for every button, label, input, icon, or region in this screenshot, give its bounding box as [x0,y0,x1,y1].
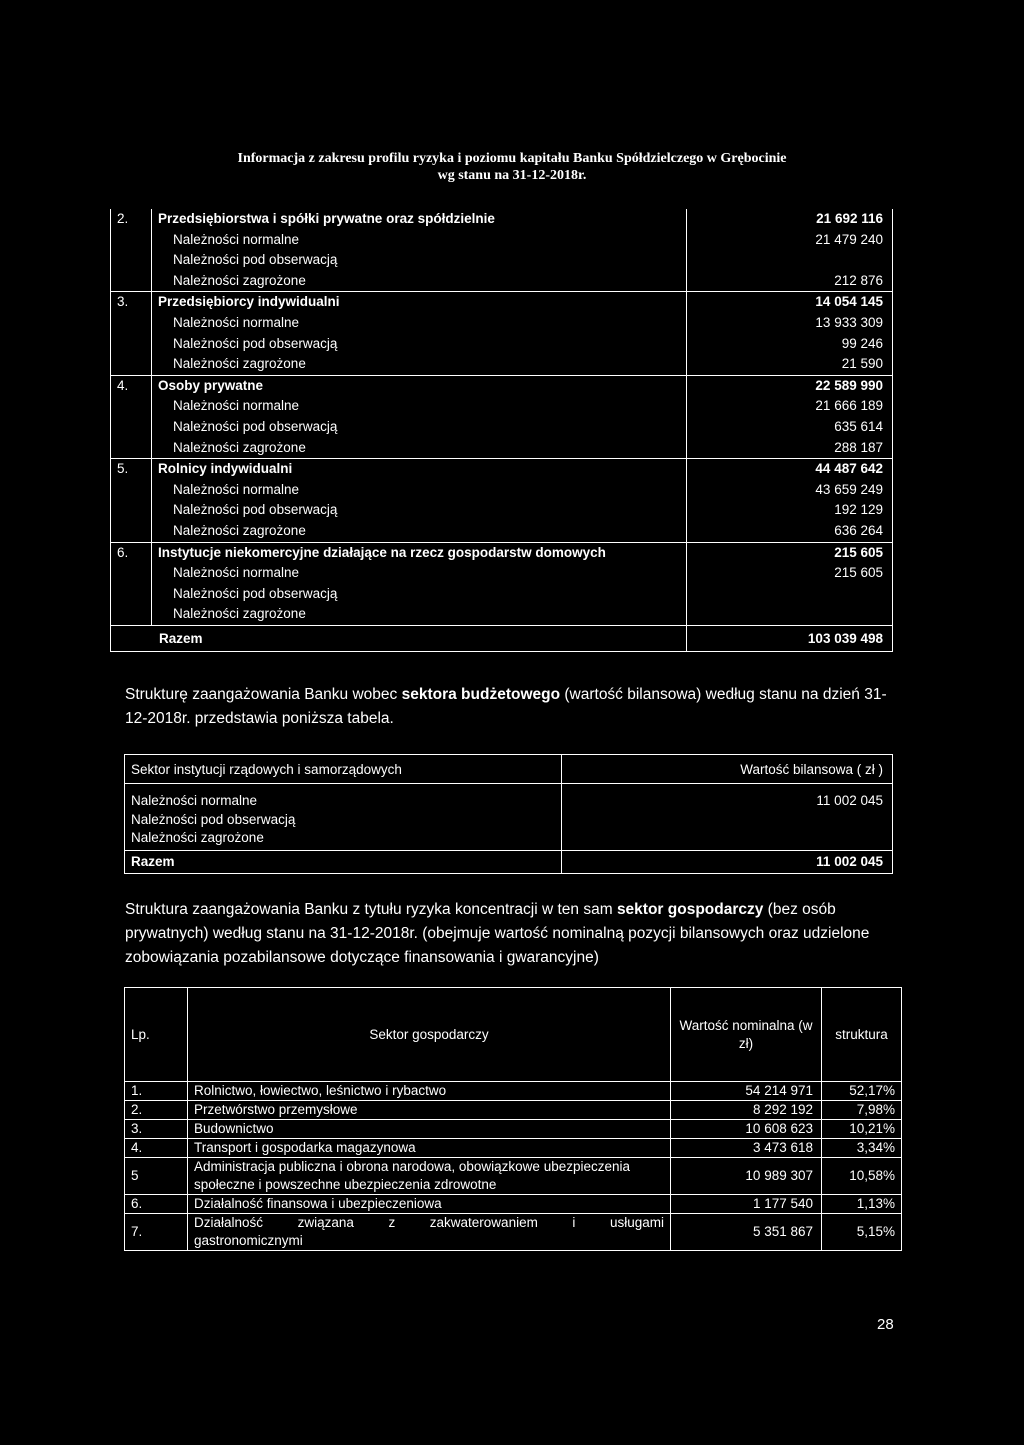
watch-label: Należności pod obserwacją [173,585,338,601]
watch-label: Należności pod obserwacją [173,252,338,268]
group-name: Przedsiębiorcy indywidualni [158,294,340,310]
row-share: 52,17% [822,1082,902,1101]
row-lp: 3. [125,1120,188,1139]
header-value: Wartość nominalna (w zł) [671,988,822,1082]
row-normal-value: 11 002 045 [816,793,883,808]
watch-label: Należności pod obserwacją [173,502,338,518]
table-row [125,1082,902,1101]
row-sector: Przetwórstwo przemysłowe [188,1101,671,1120]
row-value: 10 989 307 [671,1158,822,1195]
group-number: 3. [117,294,129,310]
group-total: 22 589 990 [815,377,883,393]
table-group [111,459,893,542]
row-sector: Rolnictwo, łowiectwo, leśnictwo i rybactwo [188,1082,671,1101]
razem-value: 11 002 045 [562,850,893,873]
header-sector: Sektor gospodarczy [188,988,671,1082]
threat-label: Należności zagrożone [173,356,306,372]
document-header [0,150,1024,184]
watch-value [693,584,883,605]
group-number: 4. [117,377,129,393]
table-row [125,1214,902,1251]
threat-value: 288 187 [834,439,883,455]
threat-value: 212 876 [834,272,883,288]
normal-value: 21 479 240 [815,231,883,247]
table-group [111,209,893,292]
threat-value: 636 264 [834,522,883,538]
receivables-table [110,209,893,652]
razem-label: Razem [125,850,562,873]
razem-row [125,850,893,873]
economic-sector-table [124,987,902,1251]
table-header-row [125,755,893,784]
group-total: 21 692 116 [816,211,883,226]
row-normal-label: Należności normalne [131,793,258,808]
group-number: 5. [117,461,129,477]
threat-label: Należności zagrożone [173,522,306,538]
watch-value: 99 246 [841,335,883,351]
watch-label: Należności pod obserwacją [173,335,338,351]
row-share: 5,15% [822,1214,902,1251]
page-number: 28 [877,1316,894,1333]
razem-row [111,625,893,651]
table-row [125,1195,902,1214]
group-name: Rolnicy indywidualni [158,461,293,477]
row-watch-label: Należności pod obserwacją [131,811,296,827]
row-lp: 1. [125,1082,188,1101]
normal-label: Należności normalne [173,565,300,581]
threat-label: Należności zagrożone [173,439,306,455]
row-sector-line2: gastronomicznymi [194,1233,303,1248]
row-value: 1 177 540 [671,1195,822,1214]
row-sector: Budownictwo [188,1120,671,1139]
normal-label: Należności normalne [173,481,300,497]
table-row [125,784,893,851]
table-group [111,375,893,458]
normal-label: Należności normalne [173,231,300,247]
group-number: 2. [117,211,129,226]
row-value: 5 351 867 [671,1214,822,1251]
row-lp: 7. [125,1214,188,1251]
header-value: Wartość bilansowa ( zł ) [562,755,893,784]
threat-value: 21 590 [841,356,883,372]
header-date: wg stanu na 31-12-2018r. [437,168,587,183]
row-share: 7,98% [822,1101,902,1120]
table-row [125,1158,902,1195]
row-share: 10,58% [822,1158,902,1195]
watch-label: Należności pod obserwacją [173,418,338,434]
normal-label: Należności normalne [173,398,300,414]
header-title: Informacja z zakresu profilu ryzyka i poziomu kapitału Banku Spółdzielczego w Grębocinie [237,151,787,166]
row-threat-label: Należności zagrożone [131,830,264,846]
razem-value: 103 039 498 [687,625,893,651]
normal-label: Należności normalne [173,314,300,330]
row-value: 3 473 618 [671,1139,822,1158]
table-row [125,1120,902,1139]
watch-value [693,250,883,271]
watch-value: 635 614 [834,418,883,434]
group-total: 44 487 642 [815,461,883,477]
row-lp: 2. [125,1101,188,1120]
budget-sector-table [124,754,893,874]
row-share: 3,34% [822,1139,902,1158]
row-share: 1,13% [822,1195,902,1214]
group-number: 6. [117,544,129,560]
group-name: Przedsiębiorstwa i spółki prywatne oraz spółdzielnie [158,211,495,226]
normal-value: 43 659 249 [815,481,883,497]
group-name: Osoby prywatne [158,377,264,393]
table-row [125,1101,902,1120]
row-share: 10,21% [822,1120,902,1139]
table-group [111,542,893,625]
table-header-row [125,988,902,1082]
row-sector: Transport i gospodarka magazynowa [188,1139,671,1158]
razem-label: Razem [111,625,687,651]
row-value: 8 292 192 [671,1101,822,1120]
table-group [111,292,893,375]
table-row [125,1139,902,1158]
row-lp: 4. [125,1139,188,1158]
threat-label: Należności zagrożone [173,272,306,288]
group-total: 215 605 [834,544,883,560]
normal-value: 21 666 189 [815,398,883,414]
header-sector: Sektor instytucji rządowych i samorządowych [125,755,562,784]
row-value: 10 608 623 [671,1120,822,1139]
group-total: 14 054 145 [815,294,883,310]
row-sector: Działalność finansowa i ubezpieczeniowa [188,1195,671,1214]
row-lp: 5 [125,1158,188,1195]
threat-label: Należności zagrożone [173,606,306,622]
normal-value: 215 605 [834,565,883,581]
concentration-paragraph: Struktura zaangażowania Banku z tytułu ryzyka koncentracji w ten sam sektor gospodarczy (bez osób prywatnych) według stanu na 31-12-2018r. (obejmuje wartość nominalną pozycji bilansowych oraz udzielone zobowiązania pozabilansowe dotyczące finansowania i gwarancyjne) [125,901,870,966]
header-lp: Lp. [125,988,188,1082]
group-name: Instytucje niekomercyjne działające na rzecz gospodarstw domowych [158,544,606,560]
watch-value: 192 129 [834,502,883,518]
threat-value [693,604,883,625]
header-structure: struktura [822,988,902,1082]
row-sector-line1: Działalność związana z zakwaterowaniem i usługami [194,1215,664,1230]
row-lp: 6. [125,1195,188,1214]
normal-value: 13 933 309 [815,314,883,330]
budget-sector-paragraph: Strukturę zaangażowania Banku wobec sektora budżetowego (wartość bilansowa) według stanu na dzień 31-12-2018r. przedstawia poniższa tabela. [125,686,887,727]
row-sector: Administracja publiczna i obrona narodowa, obowiązkowe ubezpieczenia społeczne i powszechne ubezpieczenia zdrowotne [188,1158,671,1195]
row-value: 54 214 971 [671,1082,822,1101]
